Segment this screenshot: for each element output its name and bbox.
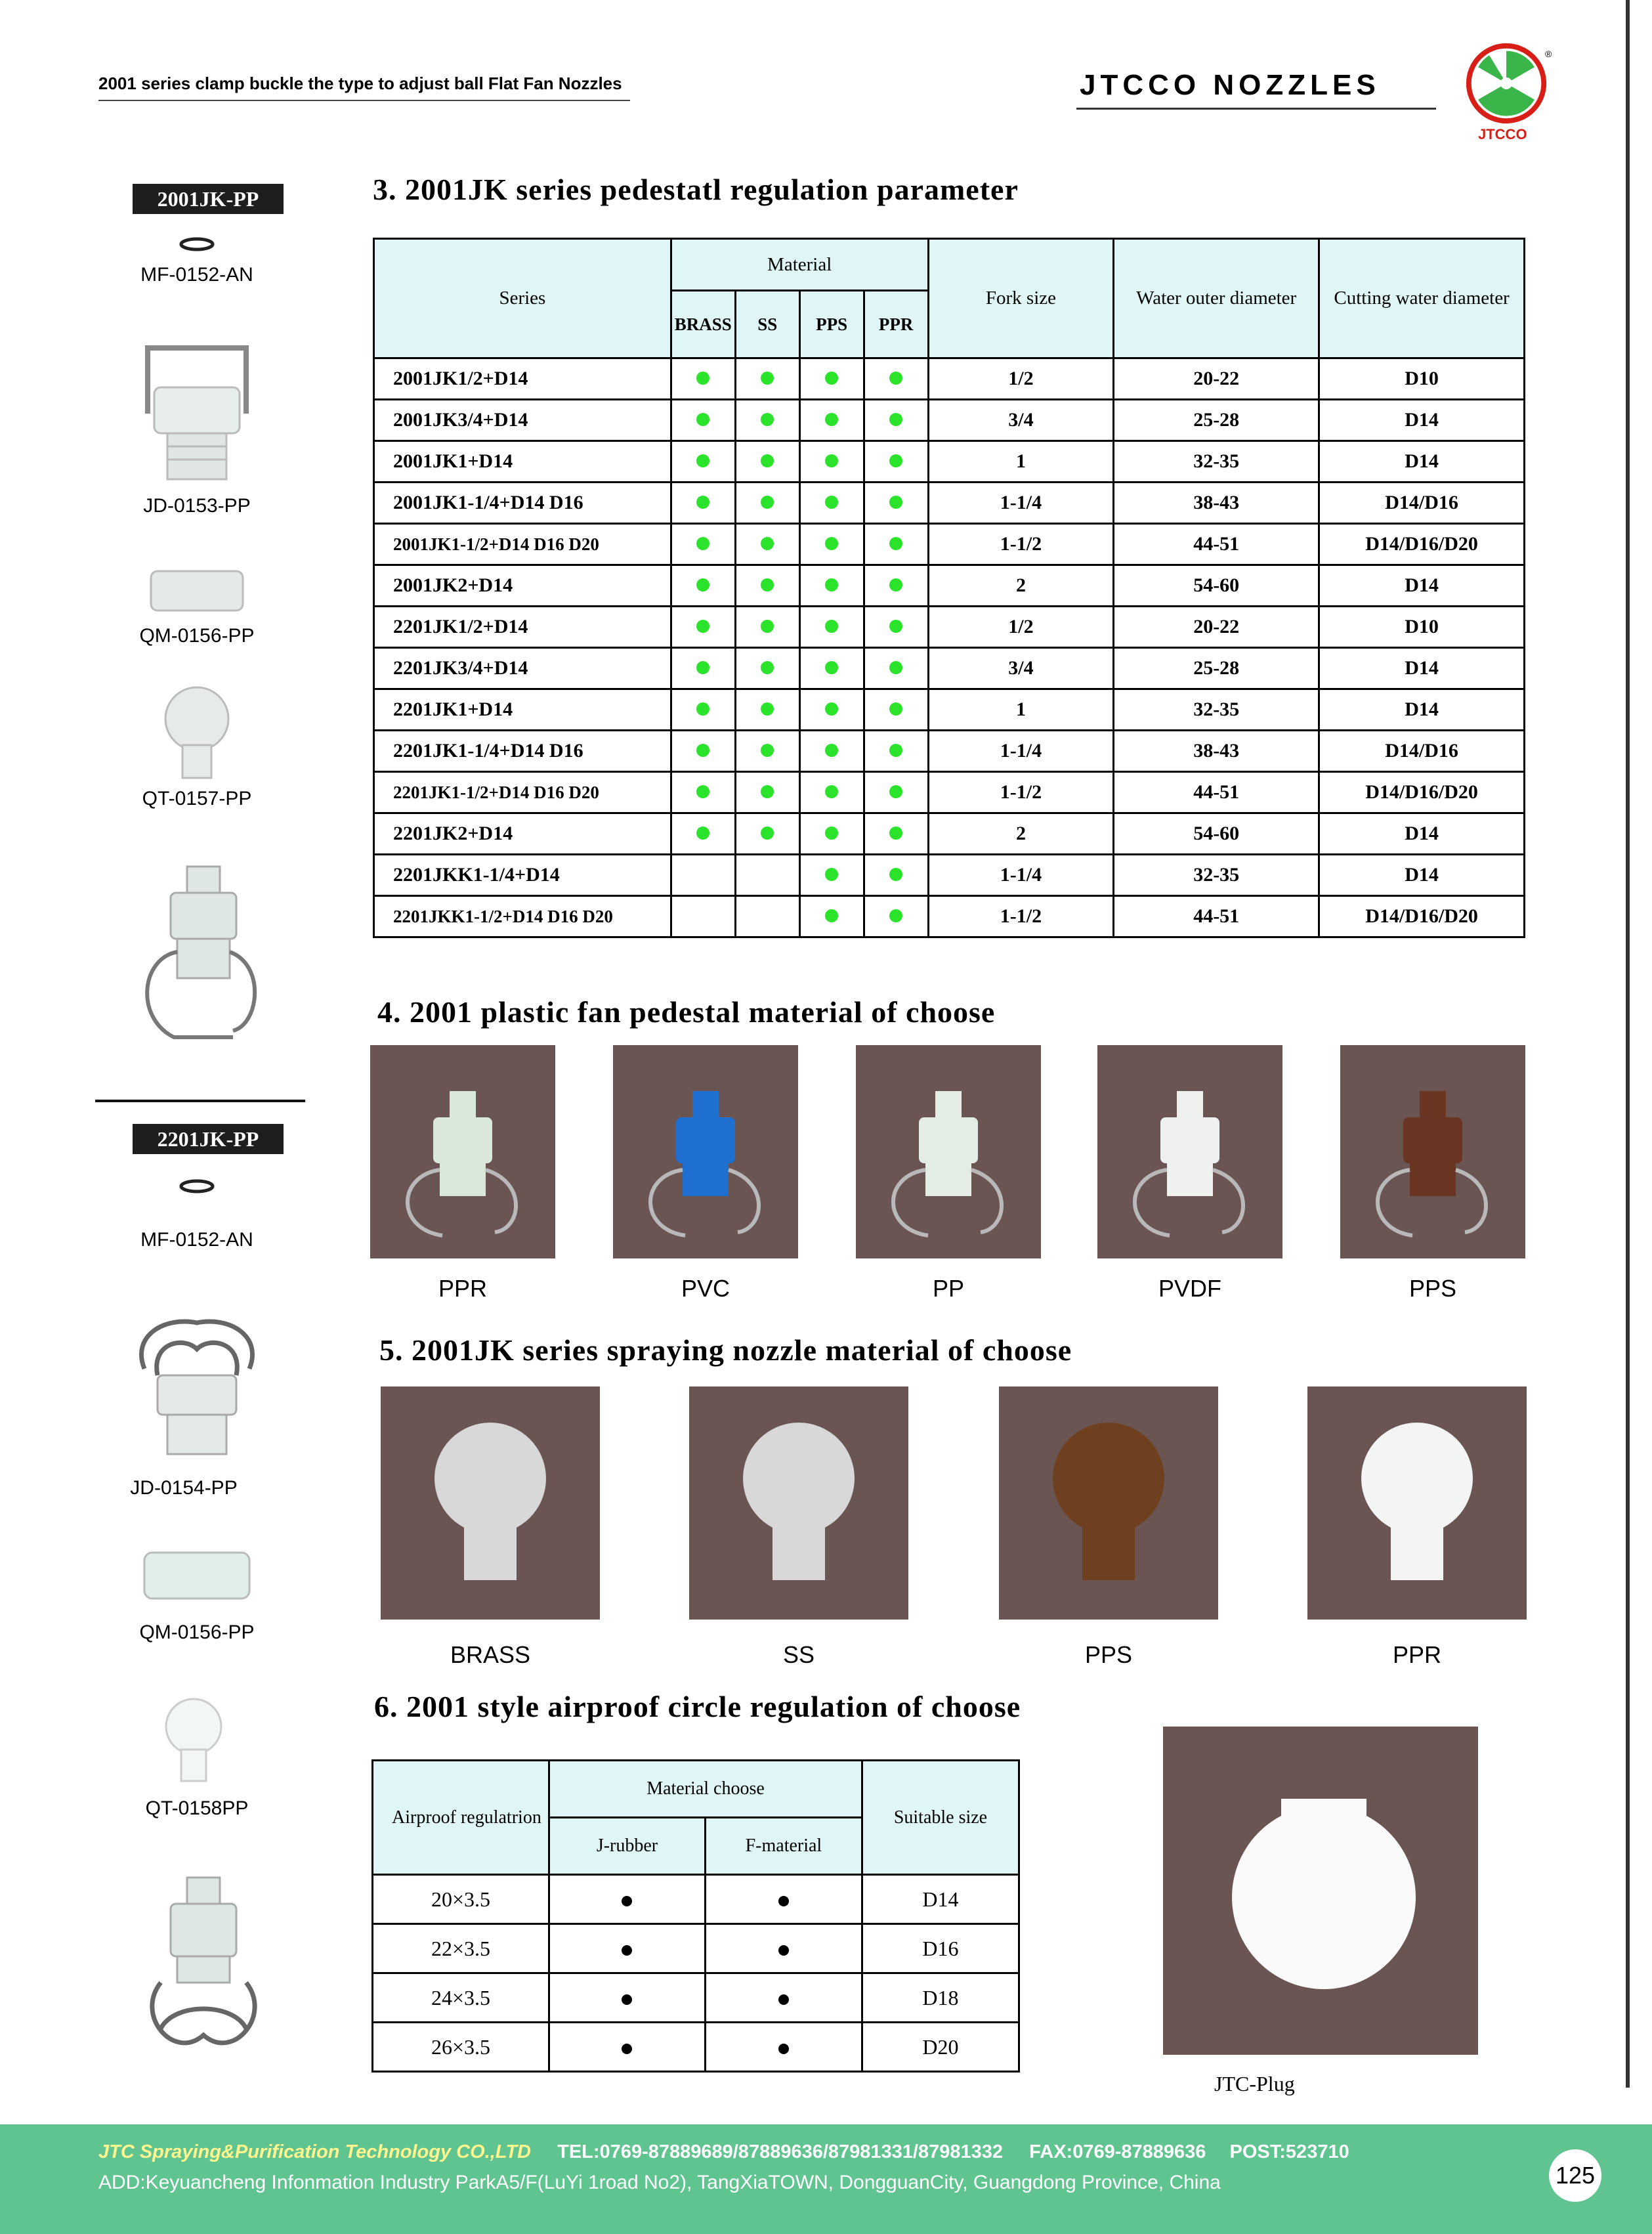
availability-dot-icon [825,909,838,922]
availability-dot-icon [761,661,774,674]
footer-fax: FAX:0769-87889636 [1029,2141,1206,2162]
nozzle-ball-image [689,1386,908,1620]
part-label: QM-0156-PP [139,1622,255,1643]
material-cell [671,565,735,607]
header-brass: BRASS [671,291,735,358]
sidebar-tag-2201jk: 2201JK-PP [133,1124,284,1154]
pedestal-photo [613,1045,798,1258]
fork-cell: 3/4 [928,400,1114,441]
material-cell [671,855,735,896]
availability-dot-icon [889,827,902,840]
suitable-size-cell: D14 [862,1875,1019,1924]
material-cell [735,524,799,565]
pedestal-photo [1340,1045,1525,1258]
cutting-cell: D14 [1319,400,1525,441]
assembled-nozzle-icon [135,1871,272,2068]
material-cell [864,731,928,772]
material-cell [671,896,735,937]
part-label: MF-0152-AN [140,1229,253,1251]
material-cell [735,772,799,813]
header-fork: Fork size [928,239,1114,358]
series-cell: 2201JK1-1/2+D14 D16 D20 [374,772,671,813]
availability-dot-icon [889,909,902,922]
series-cell: 2201JK2+D14 [374,813,671,855]
availability-dot-icon [825,537,838,550]
material-cell [864,855,928,896]
material-cell [671,648,735,689]
ball-nozzle-icon [158,1694,230,1786]
material-cell [735,731,799,772]
material-cell [735,483,799,524]
availability-dot-icon [761,702,774,716]
material-cell [864,648,928,689]
nozzle-photo [999,1386,1218,1620]
registered-mark: ® [1545,49,1552,59]
material-cell [864,400,928,441]
material-cell [799,855,864,896]
pedestal-label: PVC [681,1275,731,1302]
outer-cell: 20-22 [1114,607,1319,648]
ring-size-cell: 22×3.5 [373,1924,549,1973]
material-cell [671,813,735,855]
availability-dot-icon [696,496,710,509]
cutting-cell: D14 [1319,689,1525,731]
nozzle-label: SS [782,1641,815,1668]
availability-dot-icon [761,744,774,757]
brand-rule [1076,108,1436,110]
series-cell: 2201JK3/4+D14 [374,648,671,689]
material-cell [671,483,735,524]
brand-name: JTCCO NOZZLES [1080,69,1380,101]
availability-dot-icon [761,454,774,467]
header-rule [98,100,630,101]
header-f-material: F-material [705,1818,862,1875]
fork-cell: 1-1/2 [928,896,1114,937]
header-suitable-size: Suitable size [862,1761,1019,1875]
material-cell [671,772,735,813]
availability-dot-icon [761,785,774,798]
jtcco-logo-icon [1464,41,1549,126]
availability-dot-icon [889,537,902,550]
material-cell [799,648,864,689]
suitable-size-cell: D20 [862,2023,1019,2072]
material-cell [735,813,799,855]
footer-post: POST:523710 [1229,2141,1349,2162]
table-row [374,731,1525,772]
nozzle-photo [689,1386,908,1620]
series-cell: 2001JK1/2+D14 [374,358,671,400]
section-3-title: 3. 2001JK series pedestatl regulation parameter [373,173,1019,206]
material-cell [864,689,928,731]
availability-dot-icon [761,578,774,591]
airproof-table [371,1759,1020,2073]
outer-cell: 20-22 [1114,358,1319,400]
fork-cell: 1 [928,441,1114,483]
outer-cell: 44-51 [1114,524,1319,565]
material-cell [735,648,799,689]
ring-size-cell: 20×3.5 [373,1875,549,1924]
outer-cell: 25-28 [1114,400,1319,441]
pedestal-label: PP [932,1275,965,1302]
material-cell [799,565,864,607]
cutting-cell: D14 [1319,813,1525,855]
sidebar-tag-2001jk: 2001JK-PP [133,184,284,214]
cutting-cell: D14 [1319,855,1525,896]
material-cell [735,896,799,937]
table-row [374,689,1525,731]
cutting-cell: D14/D16/D20 [1319,896,1525,937]
table-row [374,648,1525,689]
right-edge-border [1626,0,1652,2088]
cutting-cell: D14/D16 [1319,731,1525,772]
header-airproof: Airproof regulatrion [373,1761,549,1875]
material-cell [799,441,864,483]
nozzle-ball-image [381,1386,600,1620]
sidebar-divider [95,1100,305,1102]
nozzle-label: BRASS [450,1641,531,1668]
availability-dot-icon [622,1994,632,2005]
ball-nozzle-icon [158,683,236,781]
header-cutting: Cutting water diameter [1319,239,1525,358]
cutting-cell: D14/D16 [1319,483,1525,524]
header-material: Material [671,239,928,291]
availability-dot-icon [889,702,902,716]
header-j-rubber: J-rubber [549,1818,706,1875]
availability-dot-icon [761,413,774,426]
pedestal-image [370,1045,555,1258]
outer-cell: 32-35 [1114,855,1319,896]
availability-dot-icon [825,702,838,716]
fork-cell: 1/2 [928,607,1114,648]
footer-tel: TEL:0769-87889689/87889636/87981331/87981332 [557,2141,1004,2162]
nozzle-photo [1307,1386,1527,1620]
availability-dot-icon [696,702,710,716]
availability-dot-icon [761,537,774,550]
parameter-table [373,238,1525,938]
cutting-cell: D14 [1319,441,1525,483]
header-ss: SS [735,291,799,358]
pedestal-image [613,1045,798,1258]
pedestal-image [1097,1045,1282,1258]
header-series: Series [374,239,671,358]
material-cell [799,524,864,565]
series-cell: 2201JKK1-1/4+D14 [374,855,671,896]
availability-dot-icon [825,496,838,509]
material-cell [864,813,928,855]
availability-dot-icon [825,578,838,591]
availability-dot-icon [696,785,710,798]
cutting-cell: D14/D16/D20 [1319,772,1525,813]
material-cell [799,400,864,441]
nozzle-ball-image [1307,1386,1527,1620]
outer-cell: 44-51 [1114,896,1319,937]
outer-cell: 25-28 [1114,648,1319,689]
table-row [373,1973,1019,2023]
availability-dot-icon [696,744,710,757]
availability-dot-icon [889,372,902,385]
material-cell [671,400,735,441]
table-row [374,524,1525,565]
availability-dot-icon [825,785,838,798]
availability-dot-icon [889,868,902,881]
part-label: QT-0157-PP [142,788,252,809]
availability-dot-icon [622,1945,632,1956]
series-cell: 2001JK1+D14 [374,441,671,483]
material-cell [549,1924,706,1973]
material-cell [799,813,864,855]
ring-size-cell: 24×3.5 [373,1973,549,2023]
availability-dot-icon [761,372,774,385]
outer-cell: 38-43 [1114,731,1319,772]
availability-dot-icon [889,620,902,633]
material-cell [799,358,864,400]
series-cell: 2001JK1-1/4+D14 D16 [374,483,671,524]
availability-dot-icon [825,454,838,467]
material-cell [671,689,735,731]
table-row [373,2023,1019,2072]
availability-dot-icon [696,578,710,591]
material-cell [705,2023,862,2072]
nozzle-ball-image [999,1386,1218,1620]
material-cell [864,358,928,400]
footer-contact [98,2141,1349,2163]
jtc-plug-photo [1163,1727,1478,2055]
availability-dot-icon [889,454,902,467]
cutting-cell: D10 [1319,607,1525,648]
availability-dot-icon [696,413,710,426]
ring-size-cell: 26×3.5 [373,2023,549,2072]
availability-dot-icon [622,2044,632,2054]
availability-dot-icon [761,620,774,633]
pedestal-label: PPR [438,1275,488,1302]
availability-dot-icon [778,1896,789,1906]
outer-cell: 38-43 [1114,483,1319,524]
material-cell [735,441,799,483]
header-subtitle: 2001 series clamp buckle the type to adjust ball Flat Fan Nozzles [98,74,622,93]
availability-dot-icon [696,372,710,385]
section-5-title: 5. 2001JK series spraying nozzle material of choose [379,1333,1072,1367]
series-cell: 2201JK1+D14 [374,689,671,731]
availability-dot-icon [778,1945,789,1956]
availability-dot-icon [825,868,838,881]
availability-dot-icon [889,744,902,757]
part-label: QM-0156-PP [139,625,255,647]
availability-dot-icon [825,372,838,385]
availability-dot-icon [778,1994,789,2005]
table-row [374,813,1525,855]
fork-cell: 1-1/4 [928,855,1114,896]
material-cell [799,896,864,937]
section-6-title: 6. 2001 style airproof circle regulation of choose [374,1690,1021,1723]
fork-cell: 2 [928,565,1114,607]
material-cell [799,772,864,813]
material-cell [864,441,928,483]
material-cell [864,896,928,937]
cutting-cell: D14 [1319,565,1525,607]
clamp-pedestal-icon [135,335,259,486]
table-row [374,400,1525,441]
fork-cell: 1-1/4 [928,483,1114,524]
footer-address: ADD:Keyuancheng Infonmation Industry ParkA5/F(LuYi 1road No2), TangXiaTOWN, DongguanCity, Guangdong Province, China [98,2172,1221,2193]
series-cell: 2001JK3/4+D14 [374,400,671,441]
availability-dot-icon [622,1896,632,1906]
series-cell: 2001JK2+D14 [374,565,671,607]
material-cell [799,483,864,524]
part-label: MF-0152-AN [140,264,253,286]
material-cell [671,358,735,400]
table-row [374,565,1525,607]
material-cell [735,689,799,731]
assembled-nozzle-icon [135,860,272,1057]
outer-cell: 54-60 [1114,813,1319,855]
table-row [373,1875,1019,1924]
availability-dot-icon [889,661,902,674]
availability-dot-icon [696,620,710,633]
material-cell [705,1924,862,1973]
nut-icon [138,1546,256,1605]
material-cell [671,441,735,483]
part-label: QT-0158PP [145,1797,249,1819]
section-4-title: 4. 2001 plastic fan pedestal material of choose [377,995,996,1029]
suitable-size-cell: D16 [862,1924,1019,1973]
fork-cell: 1 [928,689,1114,731]
part-label: JD-0153-PP [143,495,251,517]
availability-dot-icon [696,537,710,550]
plug-label: JTC-Plug [1214,2072,1295,2095]
suitable-size-cell: D18 [862,1973,1019,2023]
nozzle-label: PPS [1084,1641,1133,1668]
material-cell [864,483,928,524]
header-ppr: PPR [864,291,928,358]
material-cell [705,1973,862,2023]
material-cell [864,607,928,648]
nozzle-photo [381,1386,600,1620]
material-cell [799,607,864,648]
fork-cell: 2 [928,813,1114,855]
series-cell: 2201JK1-1/4+D14 D16 [374,731,671,772]
fork-cell: 1-1/4 [928,731,1114,772]
outer-cell: 32-35 [1114,689,1319,731]
header-pps: PPS [799,291,864,358]
page-number: 125 [1549,2149,1601,2202]
material-cell [799,689,864,731]
nozzle-label: PPR [1392,1641,1442,1668]
availability-dot-icon [889,413,902,426]
table-row [373,1924,1019,1973]
availability-dot-icon [761,827,774,840]
table-row [374,772,1525,813]
o-ring-icon [179,236,215,252]
wire-clamp-pedestal-icon [125,1310,269,1461]
pedestal-photo [1097,1045,1282,1258]
outer-cell: 44-51 [1114,772,1319,813]
availability-dot-icon [825,620,838,633]
series-cell: 2201JKK1-1/2+D14 D16 D20 [374,896,671,937]
o-ring-icon [179,1178,215,1194]
table-row [374,896,1525,937]
cutting-cell: D14 [1319,648,1525,689]
material-cell [705,1875,862,1924]
pedestal-label: PVDF [1158,1275,1221,1302]
footer-company: JTC Spraying&Purification Technology CO.,LTD [98,2141,531,2162]
logo-text: JTCCO [1478,126,1527,142]
fork-cell: 1-1/2 [928,772,1114,813]
material-cell [735,565,799,607]
material-cell [549,1875,706,1924]
fork-cell: 3/4 [928,648,1114,689]
availability-dot-icon [778,2044,789,2054]
table-row [374,483,1525,524]
nut-icon [144,565,249,617]
table-row [374,607,1525,648]
table-row [374,855,1525,896]
availability-dot-icon [696,661,710,674]
cutting-cell: D14/D16/D20 [1319,524,1525,565]
availability-dot-icon [825,827,838,840]
outer-cell: 32-35 [1114,441,1319,483]
table-row [374,441,1525,483]
pedestal-image [1340,1045,1525,1258]
header-material-choose: Material choose [549,1761,862,1818]
availability-dot-icon [889,785,902,798]
availability-dot-icon [825,744,838,757]
material-cell [735,358,799,400]
fork-cell: 1-1/2 [928,524,1114,565]
material-cell [549,1973,706,2023]
availability-dot-icon [889,578,902,591]
header-outer: Water outer diameter [1114,239,1319,358]
material-cell [549,2023,706,2072]
material-cell [864,772,928,813]
series-cell: 2001JK1-1/2+D14 D16 D20 [374,524,671,565]
material-cell [864,565,928,607]
material-cell [735,400,799,441]
table-row [374,358,1525,400]
material-cell [735,855,799,896]
availability-dot-icon [889,496,902,509]
pedestal-photo [856,1045,1041,1258]
fork-cell: 1/2 [928,358,1114,400]
material-cell [671,524,735,565]
material-cell [735,607,799,648]
availability-dot-icon [825,413,838,426]
availability-dot-icon [761,496,774,509]
series-cell: 2201JK1/2+D14 [374,607,671,648]
material-cell [864,524,928,565]
availability-dot-icon [696,827,710,840]
material-cell [671,607,735,648]
pedestal-label: PPS [1408,1275,1457,1302]
outer-cell: 54-60 [1114,565,1319,607]
pedestal-photo [370,1045,555,1258]
part-label: JD-0154-PP [130,1477,238,1499]
availability-dot-icon [825,661,838,674]
pedestal-image [856,1045,1041,1258]
material-cell [799,731,864,772]
material-cell [671,731,735,772]
cutting-cell: D10 [1319,358,1525,400]
plug-image [1163,1727,1478,2055]
availability-dot-icon [696,454,710,467]
